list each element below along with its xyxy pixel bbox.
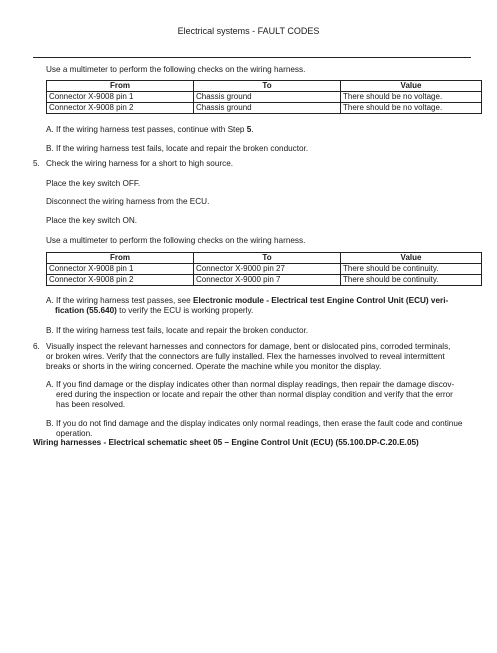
cell-value: There should be continuity. [341,275,482,286]
col-value: Value [341,253,482,264]
step6-option-a-line2: ered during the inspection or locate and repair the other than normal display condition and verify that the error [56,390,453,399]
step5-title: Check the wiring harness for a short to high source. [46,159,234,168]
cell-to: Connector X-9000 pin 27 [194,264,341,275]
table-continuity-check [46,252,482,286]
cell-from: Connector X-9008 pin 2 [47,103,194,114]
step5-para1: Place the key switch OFF. [46,179,141,188]
step6-option-a-line3: has been resolved. [56,400,126,409]
option-a-text: A. If the wiring harness test passes, continue with Step [46,125,247,134]
step-link[interactable]: 5 [246,125,252,134]
step6-line3: breaks or shorts in the wiring concerned. Operate the machine while you monitor the display. [46,362,382,371]
step5-para3: Place the key switch ON. [46,216,138,225]
table-header-row [47,81,482,92]
step5-option-b: B. If the wiring harness test fails, locate and repair the broken conductor. [46,326,309,335]
block1-option-a [46,125,254,135]
option-a-suffix: to verify the ECU is working properly. [116,306,254,315]
cell-value: There should be continuity. [341,264,482,275]
col-from: From [47,253,194,264]
step5-option-a-line1 [46,296,448,306]
col-from: From [47,81,194,92]
table-row [47,275,482,286]
cell-from: Connector X-9008 pin 2 [47,275,194,286]
cell-to: Chassis ground [194,92,341,103]
step5-para2: Disconnect the wiring harness from the ECU. [46,197,210,206]
schematic-reference-link[interactable]: Wiring harnesses - Electrical schematic sheet 05 – Engine Control Unit (ECU) (55.100.DP-C.20.E.05) [33,438,419,447]
cell-from: Connector X-9008 pin 1 [47,92,194,103]
table-header-row [47,253,482,264]
page-header: Electrical systems - FAULT CODES [177,26,320,36]
cell-from: Connector X-9008 pin 1 [47,264,194,275]
step6-line2: or broken wires. Verify that the connectors are fully installed. Flex the harnesses involved to reveal intermittent [46,352,445,361]
step6-option-b-line1: B. If you do not find damage and the display indicates only normal readings, then erase the fault code and continue [46,419,463,428]
option-a-suffix: . [251,125,254,134]
col-to: To [194,253,341,264]
col-to: To [194,81,341,92]
cell-value: There should be no voltage. [341,103,482,114]
ecu-verification-link[interactable]: Electronic module - Electrical test Engine Control Unit (ECU) veri- [193,296,449,305]
ecu-verification-link-cont[interactable]: fication (55.640) [55,306,117,315]
step6-number: 6. [33,342,40,351]
step5-option-a-line2 [55,306,253,316]
block1-intro: Use a multimeter to perform the following checks on the wiring harness. [46,65,306,74]
step6-option-a-line1: A. If you find damage or the display indicates other than normal display readings, then repair the damage discov- [46,380,455,389]
block1-option-b: B. If the wiring harness test fails, locate and repair the broken conductor. [46,144,309,153]
step5-para4: Use a multimeter to perform the following checks on the wiring harness. [46,236,306,245]
step6-line1: Visually inspect the relevant harnesses and connectors for damage, bent or dislocated pins, corroded terminals, [46,342,451,351]
step5-number: 5. [33,159,40,168]
col-value: Value [341,81,482,92]
table-row [47,264,482,275]
cell-value: There should be no voltage. [341,92,482,103]
cell-to: Chassis ground [194,103,341,114]
cell-to: Connector X-9000 pin 7 [194,275,341,286]
option-a-text: A. If the wiring harness test passes, see [46,296,193,305]
step6-option-b-line2: operation. [56,429,93,438]
table-row [47,92,482,103]
table-ground-check [46,80,482,114]
header-divider [33,57,471,58]
table-row [47,103,482,114]
